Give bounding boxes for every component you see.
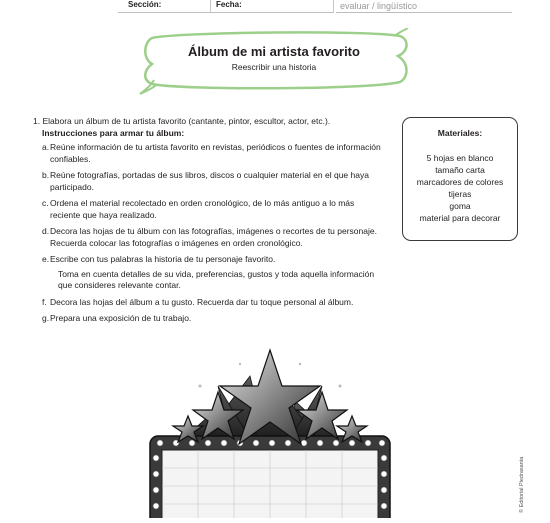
header-underline xyxy=(118,12,333,13)
evaluation-tag: evaluar / lingüístico xyxy=(340,1,418,11)
step-e: e. Escribe con tus palabras la historia de tu personaje favorito. Toma en cuenta detalles de su vida, preferencias, gustos y toda aquella información que consideres relevante contar. xyxy=(42,254,385,292)
header-separator xyxy=(333,0,334,13)
instructions-heading: Instrucciones para armar tu álbum: xyxy=(42,127,185,138)
header-underline-right xyxy=(336,12,512,13)
materials-box xyxy=(402,117,518,241)
step-d: d. Decora las hojas de tu álbum con las fotografías, imágenes o recortes de tu personaje. Recuerda colocar las fotografías o imágenes en orden cronológico. xyxy=(42,226,377,248)
header-separator-2 xyxy=(210,0,211,13)
material-item: goma xyxy=(449,201,471,211)
material-item: tamaño carta xyxy=(435,165,485,175)
copyright-note: © Editorial Piedrasanta xyxy=(519,456,525,513)
material-item: material para decorar xyxy=(419,213,501,223)
materials-title: Materiales: xyxy=(437,128,483,138)
worksheet-header xyxy=(0,0,550,16)
activity-instructions xyxy=(33,116,385,330)
step-e-detail: Toma en cuenta detalles de su vida, preferencias, gustos y toda aquella información que consideres relevante contar. xyxy=(58,268,375,290)
material-item: 5 hojas en blanco xyxy=(426,153,494,163)
step-a: a. Reúne información de tu artista favorito en revistas, periódicos o fuentes de información confiables. xyxy=(42,142,381,164)
date-label: Fecha: xyxy=(216,0,242,9)
material-item: tijeras xyxy=(448,189,472,199)
title-banner xyxy=(138,28,410,96)
page-title: Álbum de mi artista favorito xyxy=(188,44,360,59)
steps-list xyxy=(33,142,385,325)
star-marquee-graphic xyxy=(140,346,400,518)
step-f: f. Decora las hojas del álbum a tu gusto. Recuerda dar tu toque personal al álbum. xyxy=(42,296,354,307)
section-label: Sección: xyxy=(128,0,162,9)
materials-list xyxy=(403,152,517,224)
marquee-illustration xyxy=(140,346,400,518)
activity-item-1: 1. Elabora un álbum de tu artista favorito (cantante, pintor, escultor, actor, etc.). xyxy=(33,116,331,126)
step-c: c. Ordena el material recolectado en orden cronológico, de lo más antiguo a lo más reciente que haya realizado. xyxy=(42,198,355,220)
material-item: marcadores de colores xyxy=(416,177,504,187)
step-b: b. Reúne fotografías, portadas de sus libros, discos o cualquier material en el que haya participado. xyxy=(42,170,369,192)
page-subtitle: Reescribir una historia xyxy=(231,62,317,72)
step-g: g. Prepara una exposición de tu trabajo. xyxy=(42,313,192,323)
